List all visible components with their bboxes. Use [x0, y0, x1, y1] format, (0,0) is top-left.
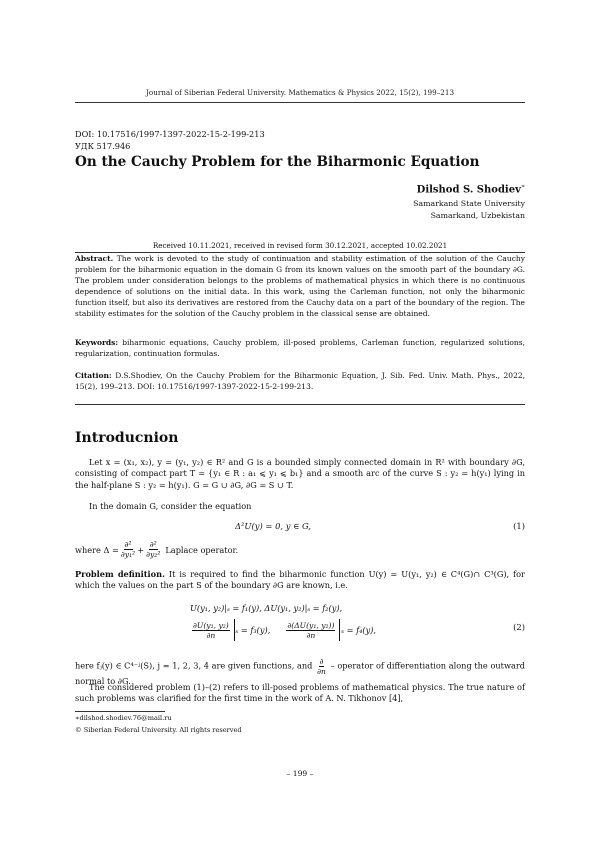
eq2-restriction-bar-2 — [339, 619, 340, 641]
eq2-mid: ₛ = f₃(y), — [235, 625, 271, 635]
given-functions-suffix: – operator of differentiation along the outward normal to ∂G. — [75, 660, 525, 686]
equation-2-number: (2) — [513, 622, 525, 632]
abstract-text: The work is devoted to the study of continuation and stability estimation of the solution of the Cauchy problem for the biharmonic equation in the domain G from its known values on the smooth part of the boundary ∂G. The problem under consideration belongs to the problems of mathematical physics in which there is no continuous dependence of solutions on the initial data. In this work, using the Carleman function, not only the biharmonic function itself, but also its derivatives are restored from the Cauchy data on a part of the boundary of the region. The stability estimates for the solution of the Cauchy problem in the classical sense are obtained. — [75, 254, 525, 318]
keywords-text: biharmonic equations, Cauchy problem, ill-posed problems, Carleman function, regularized solutions, regularization, continuation formulas. — [75, 338, 525, 358]
eq2-end: ₛ = f₄(y), — [341, 625, 377, 635]
problem-definition — [75, 569, 525, 592]
doi: DOI: 10.17516/1997-1397-2022-15-2-199-213 — [75, 129, 265, 139]
udk: УДК 517.946 — [75, 141, 131, 151]
affiliation-university: Samarkand State University — [413, 199, 525, 208]
eq2-fraction-2 — [286, 621, 335, 640]
equation-2-line-2 — [190, 619, 376, 641]
laplace-fraction-2-num: ∂² — [149, 540, 157, 549]
author-name-text: Dilshod S. Shodiev — [416, 184, 521, 196]
eq2-fraction-1-num: ∂U(y₁, y₂) — [193, 620, 229, 630]
paper-title: On the Cauchy Problem for the Biharmonic Equation — [75, 154, 480, 170]
citation-text: D.S.Shodiev, On the Cauchy Problem for the Biharmonic Equation, J. Sib. Fed. Univ. Math. Phys., 2022, 15(2), 199–213. DOI: 10.17516/1997-1397-2022-15-2-199-213. — [75, 371, 525, 391]
abstract-rule-bottom — [75, 404, 525, 405]
received-dates: Received 10.11.2021, received in revised form 30.12.2021, accepted 10.02.2021 — [152, 241, 448, 250]
footnote-copyright: © Siberian Federal University. All rights reserved — [75, 726, 242, 734]
abstract-label: Abstract. — [75, 254, 114, 263]
normal-derivative-den: ∂n — [317, 667, 326, 676]
intro-paragraph-1: Let x = (x₁, x₂), y = (y₁, y₂) ∈ R² and G is a bounded simply connected domain in R² with boundary ∂G, consisting of compact part T = {y₁ ∈ R : a₁ ⩽ y₁ ⩽ b₁} and a smooth arc of the curve S : y₂ = h(y₁) lying in the half-plane S : y₂ = h(y₁). G = G ∪ ∂G, ∂G = S ∪ T. — [75, 457, 525, 490]
citation — [75, 371, 525, 393]
citation-label: Citation: — [75, 371, 112, 380]
eq2-fraction-2-den: ∂n — [306, 630, 316, 640]
abstract — [75, 254, 525, 319]
laplace-plus: + — [137, 544, 145, 555]
laplace-prefix: where Δ = — [75, 544, 119, 555]
page-number: – 199 – — [286, 769, 314, 778]
keywords-label: Keywords: — [75, 338, 119, 347]
given-functions-prefix: here fⱼ(y) ∈ C⁴⁻ʲ(S), j = 1, 2, 3, 4 are given functions, and — [75, 660, 313, 671]
laplace-fraction-2-den: ∂y₂² — [146, 550, 161, 559]
abstract-rule-top — [75, 252, 525, 253]
footnote-email: ∗dilshod.shodiev.76@mail.ru — [75, 714, 172, 722]
normal-derivative-fraction — [317, 657, 326, 676]
laplace-fraction-1-den: ∂y₁² — [120, 550, 136, 559]
header-rule — [75, 102, 525, 103]
affiliation-city: Samarkand, Uzbekistan — [430, 211, 525, 220]
equation-1-number: (1) — [513, 521, 525, 531]
eq2-restriction-bar-1 — [234, 619, 235, 641]
eq2-fraction-1 — [192, 621, 230, 640]
eq2-fraction-1-den: ∂n — [206, 630, 216, 640]
author-name — [417, 183, 525, 195]
equation-1: Δ²U(y) = 0, y ∈ G, — [235, 521, 312, 531]
laplace-fraction-2 — [146, 540, 160, 559]
intro-paragraph-5: The considered problem (1)–(2) refers to ill-posed problems of mathematical physics. The true nature of such problems was clarified for the first time in the work of A. N. Tikhonov [4], — [75, 682, 525, 704]
laplace-suffix: Laplace operator. — [165, 544, 239, 555]
intro-paragraph-2: In the domain G, consider the equation — [89, 501, 252, 511]
laplace-fraction-1-num: ∂² — [124, 540, 132, 549]
keywords — [75, 338, 525, 360]
normal-derivative-num: ∂ — [319, 657, 324, 666]
section-heading-introduction: Introducnion — [75, 430, 179, 446]
laplace-definition — [75, 540, 238, 559]
problem-label: Problem definition. — [75, 569, 165, 579]
problem-text: It is required to find the biharmonic function U(y) = U(y₁, y₂) ∈ C⁴(G)∩ C³(G), for which the values on the part S of the boundary ∂G are known, i.e. — [75, 569, 525, 591]
eq2-fraction-2-num: ∂(ΔU(y₁, y₂)) — [287, 620, 335, 630]
journal-header: Journal of Siberian Federal University. Mathematics & Physics 2022, 15(2), 199–213 — [145, 88, 455, 97]
author-footnote-mark: ∗ — [520, 183, 525, 190]
footnote-rule — [75, 711, 165, 712]
equation-2-line-1: U(y₁, y₂)|ₛ = f₁(y), ΔU(y₁, y₂)|ₛ = f₂(y), — [190, 603, 343, 613]
laplace-fraction-1 — [121, 540, 135, 559]
